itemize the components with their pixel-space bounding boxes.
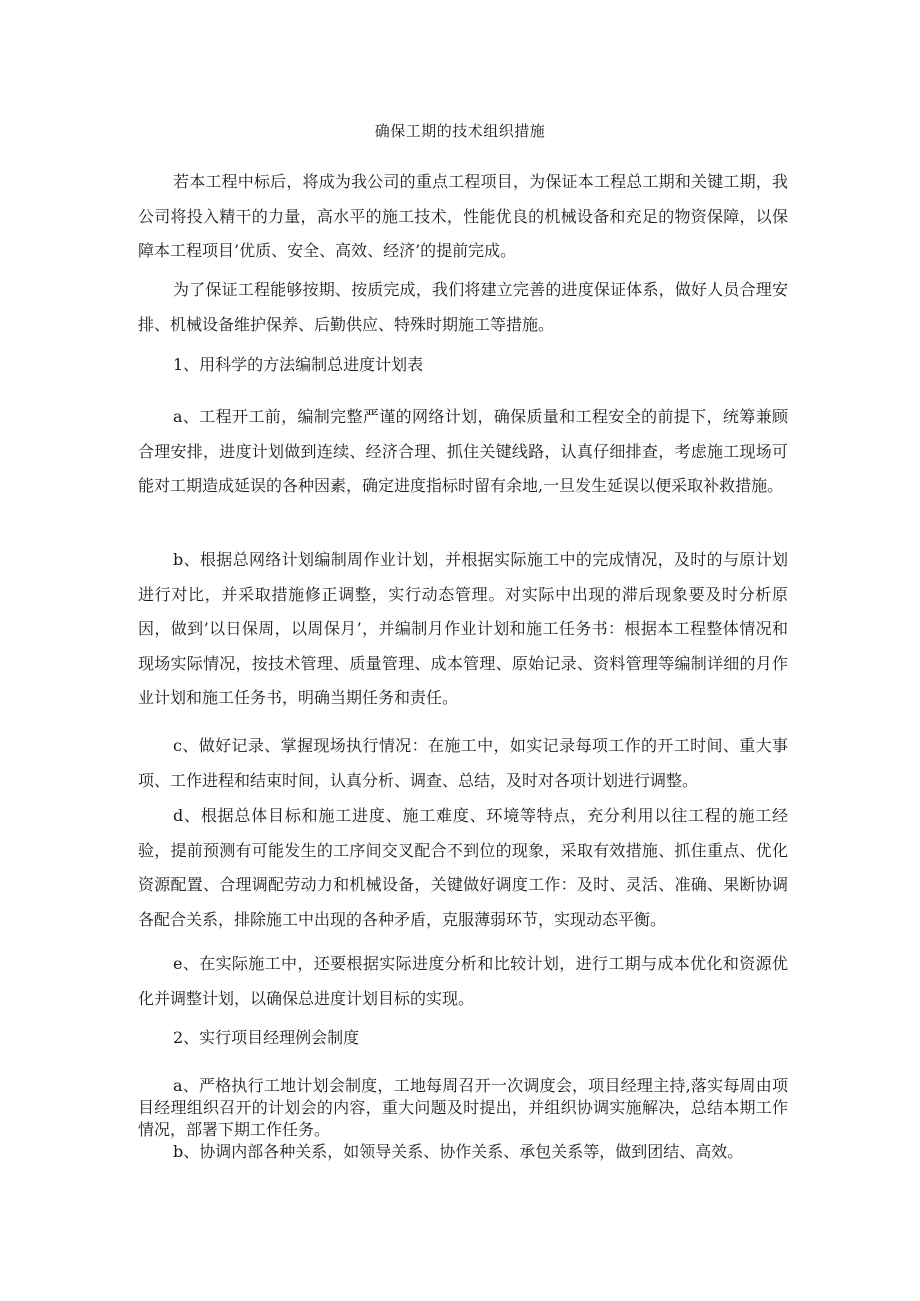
paragraph-1b: b、根据总网络计划编制周作业计划，并根据实际施工中的完成情况，及时的与原计划进行对比，并采取措施修正调整，实行动态管理。对实际中出现的滞后现象要及时分析原因，做到’以日保周，以周保月’，并编制月作业计划和施工任务书：根据本工程整体情况和现场实际情况，按技术管理、质量管理、成本管理、原始记录、资料管理等编制详细的月作业计划和施工任务书，明确当期任务和责任。 xyxy=(138,550,788,707)
paragraph-2a: a、严格执行工地计划会制度，工地每周召开一次调度会，项目经理主持,落实每周由项目经理组织召开的计划会的内容，重大问题及时提出，并组织协调实施解决，总结本期工作情况，部署下期工作任务。 xyxy=(138,1076,788,1139)
paragraph-1a: a、工程开工前，编制完整严谨的网络计划，确保质量和工程安全的前提下，统筹兼顾合理安排，进度计划做到连续、经济合理、抓住关键线路，认真仔细排查，考虑施工现场可能对工期造成延误的各种因素，确定进度指标时留有余地,一旦发生延误以便采取补救措施。 xyxy=(138,407,788,495)
paragraph-1e: e、在实际施工中，还要根据实际进度分析和比较计划，进行工期与成本优化和资源优化并调整计划，以确保总进度计划目标的实现。 xyxy=(138,954,788,1008)
section-heading-1: 1、用科学的方法编制总进度计划表 xyxy=(173,355,424,374)
paragraph-1d: d、根据总体目标和施工进度、施工难度、环境等特点，充分利用以往工程的施工经验，提前预测有可能发生的工序间交叉配合不到位的现象，采取有效措施、抓住重点、优化资源配置、合理调配劳动力和机械设备，关键做好调度工作：及时、灵活、准确、果断协调各配合关系，排除施工中出现的各种矛盾，克服薄弱环节，实现动态平衡。 xyxy=(138,806,788,929)
document-title: 确保工期的技术组织措施 xyxy=(374,122,546,140)
paragraph-1c: c、做好记录、掌握现场执行情况：在施工中，如实记录每项工作的开工时间、重大事项、工作进程和结束时间，认真分析、调查、总结，及时对各项计划进行调整。 xyxy=(138,736,788,790)
section-heading-2: 2、实行项目经理例会制度 xyxy=(173,1028,360,1047)
paragraph-intro: 若本工程中标后，将成为我公司的重点工程项目，为保证本工程总工期和关键工期，我公司将投入精干的力量，高水平的施工技术，性能优良的机械设备和充足的物资保障，以保障本工程项目’优质、安全、高效、经济’的提前完成。 xyxy=(138,172,788,260)
paragraph-2b: b、协调内部各种关系，如领导关系、协作关系、承包关系等，做到团结、高效。 xyxy=(173,1142,744,1161)
paragraph-guarantee: 为了保证工程能够按期、按质完成，我们将建立完善的进度保证体系，做好人员合理安排、机械设备维护保养、后勤供应、特殊时期施工等措施。 xyxy=(138,280,788,334)
